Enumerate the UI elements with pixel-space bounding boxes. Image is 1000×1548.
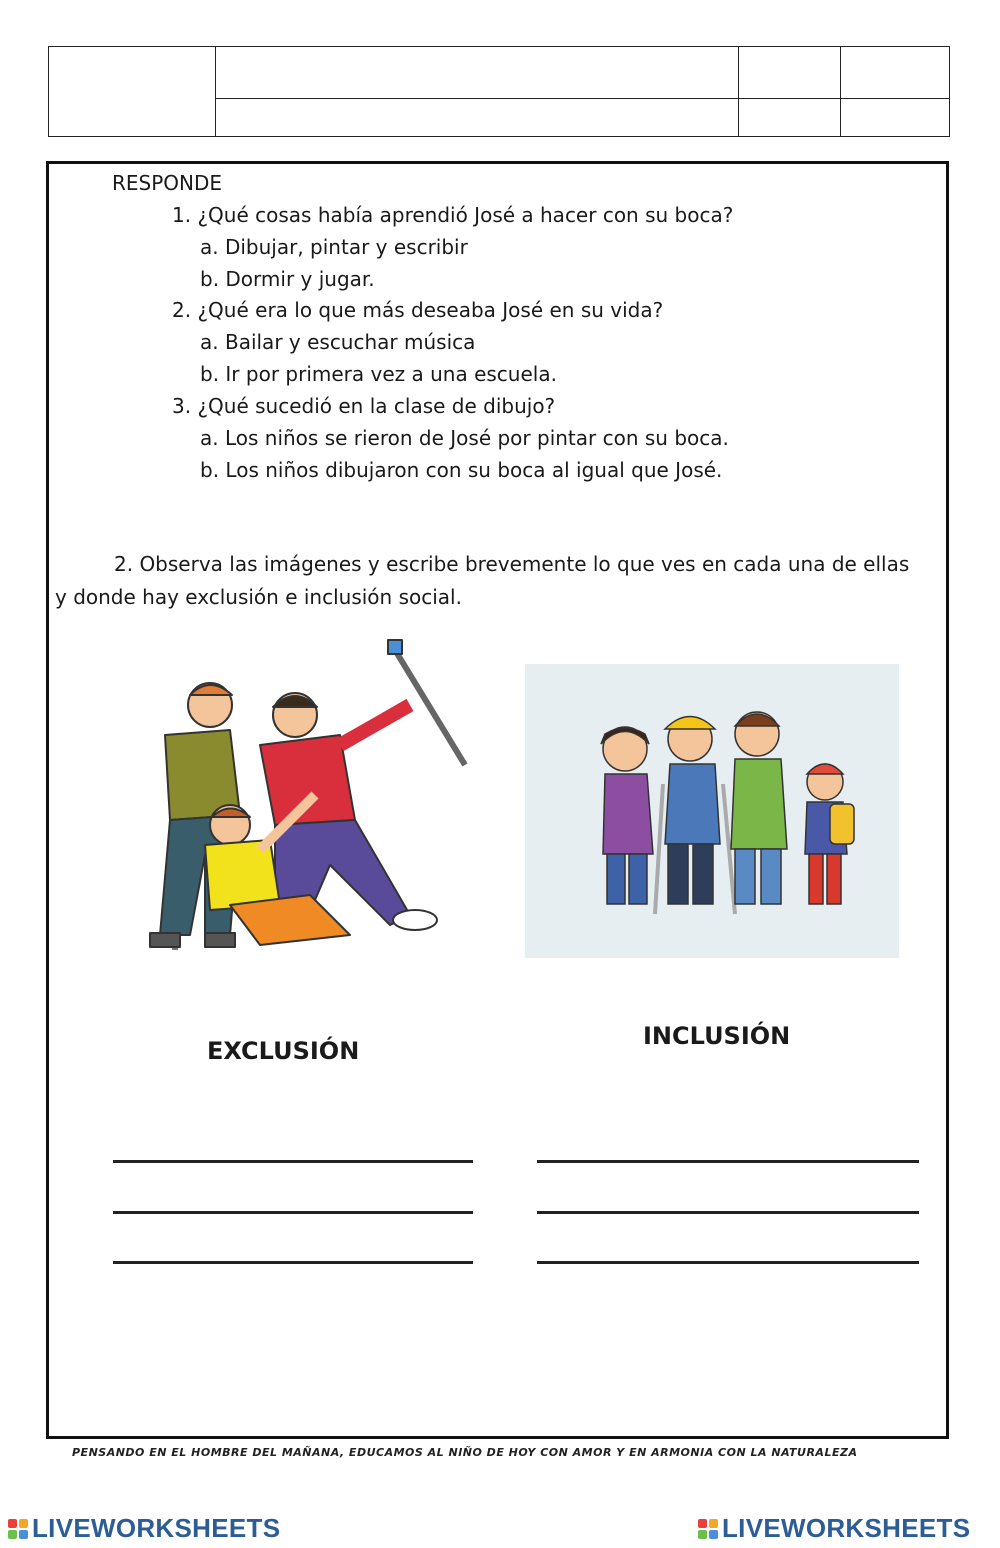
header-cell-name [216, 99, 739, 137]
footer-motto: PENSANDO EN EL HOMBRE DEL MAÑANA, EDUCAMOS AL NIÑO DE HOY CON AMOR Y EN ARMONIA CON LA NATURALEZA [72, 1446, 858, 1459]
option-3b[interactable]: b. Los niños dibujaron con su boca al igual que José. [200, 458, 723, 482]
question-1: 1. ¿Qué cosas había aprendió José a hacer con su boca? [172, 203, 734, 227]
header-cell [841, 47, 950, 99]
question-2: 2. ¿Qué era lo que más deseaba José en su vida? [172, 298, 664, 322]
header-cell [841, 99, 950, 137]
brand-name: LIVEWORKSHEETS [722, 1513, 971, 1543]
instruction-line-2: y donde hay exclusión e inclusión social. [55, 585, 462, 609]
inclusion-illustration [525, 664, 899, 958]
label-inclusion: INCLUSIÓN [643, 1022, 791, 1050]
option-2a[interactable]: a. Bailar y escuchar música [200, 330, 476, 354]
header-cell-title [216, 47, 739, 99]
answer-line-inclusion[interactable] [537, 1160, 919, 1163]
header-cell-logo [49, 47, 216, 137]
option-3a[interactable]: a. Los niños se rieron de José por pintar con su boca. [200, 426, 729, 450]
option-2b[interactable]: b. Ir por primera vez a una escuela. [200, 362, 557, 386]
exclusion-illustration [110, 635, 480, 965]
section-title: RESPONDE [112, 171, 223, 195]
instruction-line-1: 2. Observa las imágenes y escribe brevemente lo que ves en cada una de ellas [114, 552, 910, 576]
liveworksheets-logo-icon [8, 1519, 28, 1539]
header-cell [739, 47, 841, 99]
answer-line-exclusion[interactable] [113, 1160, 473, 1163]
answer-line-inclusion[interactable] [537, 1211, 919, 1214]
liveworksheets-logo-icon [698, 1519, 718, 1539]
question-3: 3. ¿Qué sucedió en la clase de dibujo? [172, 394, 556, 418]
header-cell [739, 99, 841, 137]
answer-line-exclusion[interactable] [113, 1261, 473, 1264]
option-1a[interactable]: a. Dibujar, pintar y escribir [200, 235, 468, 259]
brand-right[interactable] [698, 1513, 970, 1544]
answer-line-exclusion[interactable] [113, 1211, 473, 1214]
brand-name: LIVEWORKSHEETS [32, 1513, 281, 1543]
brand-left[interactable] [8, 1513, 280, 1544]
option-1b[interactable]: b. Dormir y jugar. [200, 267, 375, 291]
answer-line-inclusion[interactable] [537, 1261, 919, 1264]
label-exclusion: EXCLUSIÓN [207, 1037, 360, 1065]
header-table [48, 46, 950, 137]
